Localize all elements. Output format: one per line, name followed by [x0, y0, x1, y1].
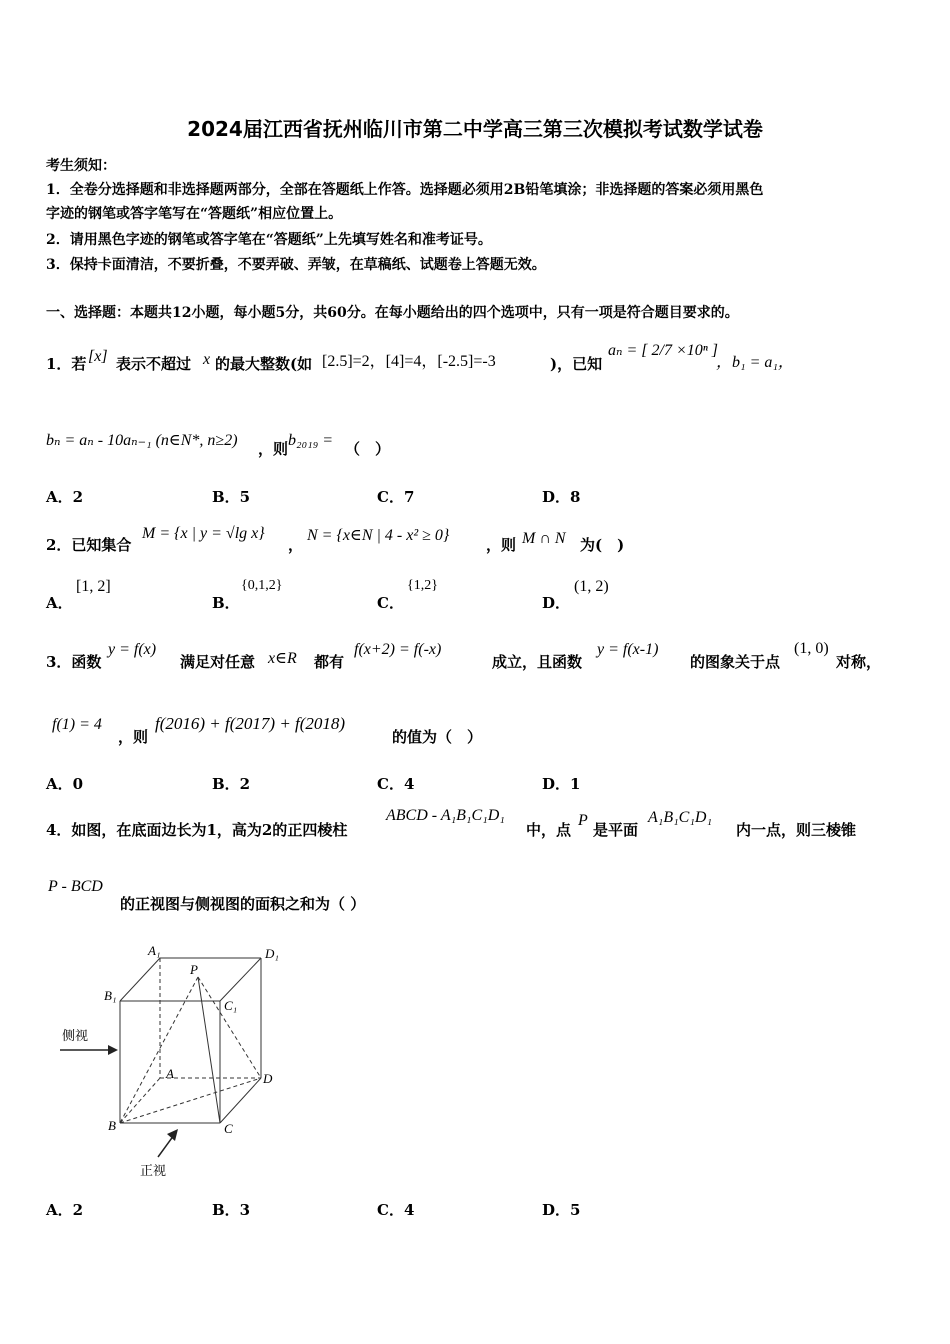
q2-text-1: 2．已知集合 — [46, 536, 132, 554]
q3-text-6: 对称， — [836, 653, 882, 671]
q2-option-b-value: {0,1,2} — [241, 578, 283, 593]
notice-line-3: 2．请用黑色字迹的钢笔或答字笔在“答题纸”上先填写姓名和准考证号。 — [46, 232, 492, 248]
q3-text-3: 都有 — [314, 653, 345, 671]
q4-text-3: 是平面 — [593, 821, 639, 839]
q3-math-f1: f(1) = 4 — [52, 716, 102, 733]
vertex-a1: A₁ — [148, 943, 161, 958]
q2-text-2: ， — [288, 536, 304, 554]
q1-text-2: 表示不超过 — [116, 355, 192, 373]
q2-math-m: M = {x | y = √lg x} — [142, 525, 265, 542]
q1-text-5: ，则 — [258, 440, 289, 458]
q1-math-bn: bₙ = aₙ - 10aₙ₋₁ (n∈N*, n≥2) — [46, 432, 238, 449]
front-view-label: 正视 — [140, 1163, 167, 1178]
q1-text-6: （ ） — [345, 440, 391, 458]
front-view-arrow-head — [167, 1129, 178, 1141]
q1-option-c: C．7 — [377, 488, 415, 506]
q2-option-b-label: B． — [212, 594, 240, 612]
q4-text-2: 中，点 — [526, 821, 572, 839]
q3-text-2: 满足对任意 — [180, 653, 256, 671]
q3-text-1: 3．函数 — [46, 653, 102, 671]
page-title: 2024届江西省抚州临川市第二中学高三第三次模拟考试数学试卷 — [187, 117, 763, 141]
q3-option-b: B．2 — [212, 775, 251, 793]
q4-option-c: C．4 — [377, 1201, 415, 1219]
prism-figure — [40, 930, 300, 1180]
q3-option-a: A．0 — [46, 775, 84, 793]
q2-option-d-value: (1, 2) — [574, 578, 609, 595]
q4-math-pyramid: P - BCD — [48, 878, 103, 895]
q1-option-b: B．5 — [212, 488, 251, 506]
vertex-b: B — [108, 1118, 116, 1133]
q4-math-p: P — [578, 812, 588, 829]
q4-text-1: 4．如图，在底面边长为1，高为2的正四棱柱 — [46, 821, 348, 839]
notice-line-2: 字迹的钢笔或答字笔写在“答题纸”相应位置上。 — [46, 206, 343, 222]
vertex-d: D — [263, 1071, 273, 1086]
q2-text-4: 为( ) — [580, 536, 625, 554]
q2-text-3: ，则 — [486, 536, 517, 554]
q3-math-x-in-r: x∈R — [268, 650, 297, 667]
vertex-b1: B₁ — [104, 988, 117, 1003]
front-view-arrow-shaft — [158, 1135, 174, 1157]
q1-option-a: A．2 — [46, 488, 84, 506]
notice-line-1: 1．全卷分选择题和非选择题两部分，全部在答题纸上作答。选择题必须用2B铅笔填涂；非选择题的答案必须用黑色 — [46, 182, 764, 198]
vertex-c1: C₁ — [224, 998, 238, 1013]
prism-hidden-edges — [120, 958, 261, 1123]
q3-math-sum: f(2016) + f(2017) + f(2018) — [155, 714, 346, 733]
q4-text-5: 的正视图与侧视图的面积之和为（ ） — [120, 895, 366, 913]
q3-text-8: 的值为（ ） — [392, 728, 483, 746]
q1-math-examples: [2.5]=2，[4]=4，[-2.5]=-3 — [322, 353, 496, 370]
vertex-d1: D₁ — [265, 946, 279, 961]
q1-math-x: x — [203, 351, 211, 368]
notice-line-4: 3．保持卡面清洁，不要折叠，不要弄破、弄皱，在草稿纸、试题卷上答题无效。 — [46, 257, 546, 273]
q1-math-floor-x: [x] — [88, 348, 108, 365]
vertex-p: P — [190, 962, 198, 977]
q4-option-d: D．5 — [542, 1201, 581, 1219]
q4-math-plane: A₁B₁C₁D₁ — [648, 809, 713, 826]
q2-option-a-value: [1, 2] — [76, 578, 111, 595]
notice-heading: 考生须知： — [46, 158, 116, 174]
q1-math-b2019: b₂₀₁₉ = — [288, 432, 334, 449]
q4-text-4: 内一点，则三棱锥 — [736, 821, 857, 839]
vertex-c: C — [224, 1121, 233, 1136]
q1-text-3: 的最大整数(如 — [215, 355, 313, 373]
q1-option-d: D．8 — [542, 488, 581, 506]
q3-option-c: C．4 — [377, 775, 415, 793]
q3-text-5: 的图象关于点 — [690, 653, 781, 671]
q3-math-condition: f(x+2) = f(-x) — [354, 641, 442, 658]
q1-math-b1: ，b₁ = a₁， — [716, 354, 794, 371]
q2-math-n: N = {x∈N | 4 - x² ≥ 0} — [307, 527, 450, 544]
q4-option-a: A．2 — [46, 1201, 84, 1219]
q3-option-d: D．1 — [542, 775, 581, 793]
q1-text-1: 1．若 — [46, 355, 87, 373]
q2-option-c-label: C． — [377, 594, 404, 612]
q3-math-y-fx: y = f(x) — [108, 641, 157, 658]
side-view-label: 侧视 — [62, 1028, 89, 1043]
section-heading: 一、选择题：本题共12小题，每小题5分，共60分。在每小题给出的四个选项中，只有一项是符合题目要求的。 — [46, 305, 739, 321]
q4-option-b: B．3 — [212, 1201, 251, 1219]
vertex-a: A — [166, 1066, 174, 1081]
side-view-arrow-head — [108, 1045, 118, 1055]
q2-option-c-value: {1,2} — [407, 578, 438, 593]
q3-text-7: ，则 — [118, 728, 149, 746]
q3-text-4: 成立，且函数 — [492, 653, 583, 671]
q2-math-intersection: M ∩ N — [522, 530, 566, 547]
q3-math-point: (1, 0) — [794, 640, 829, 657]
q2-option-a-label: A． — [46, 594, 73, 612]
q4-math-prism: ABCD - A₁B₁C₁D₁ — [386, 807, 505, 824]
q3-math-y-fx1: y = f(x-1) — [597, 641, 659, 658]
prism-solid-edges — [120, 958, 261, 1123]
q1-math-an: aₙ = [ 2/7 ×10ⁿ ] — [608, 342, 719, 359]
q1-text-4: )，已知 — [550, 355, 603, 373]
q2-option-d-label: D． — [542, 594, 571, 612]
